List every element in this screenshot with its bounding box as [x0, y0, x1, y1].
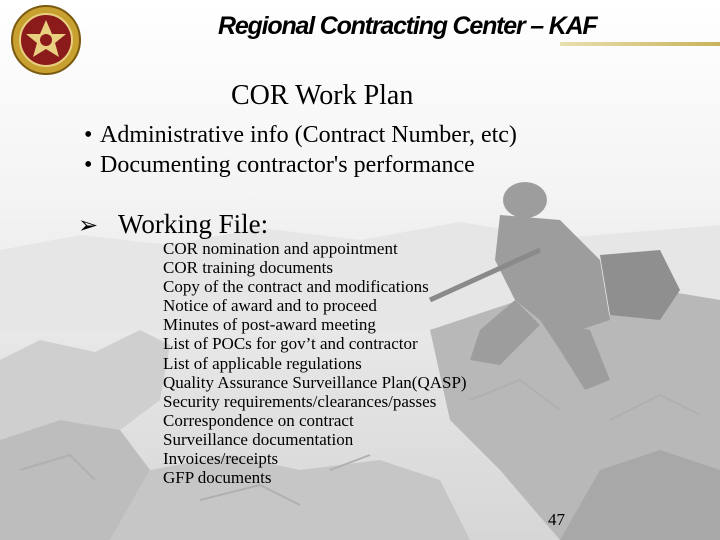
list-item: COR training documents: [163, 258, 333, 278]
list-item: Notice of award and to proceed: [163, 296, 377, 316]
list-item: Copy of the contract and modifications: [163, 277, 429, 297]
list-item: Minutes of post-award meeting: [163, 315, 376, 335]
working-file-list: [163, 239, 467, 487]
bullet-item: • Documenting contractor's performance: [84, 152, 475, 178]
slide-title: COR Work Plan: [231, 80, 414, 111]
list-item: GFP documents: [163, 468, 272, 488]
list-item: Quality Assurance Surveillance Plan(QASP): [163, 372, 467, 392]
bullet-dot-icon: •: [84, 152, 93, 178]
header-accent-bar: [560, 42, 720, 46]
bullet-list: [84, 120, 517, 180]
header-title: Regional Contracting Center – KAF: [218, 12, 597, 40]
list-item: Correspondence on contract: [163, 410, 354, 430]
arrow-bullet-icon: ➢: [78, 211, 99, 239]
working-file-heading: ➢ Working File:: [78, 209, 269, 239]
bullet-dot-icon: •: [84, 122, 93, 148]
bullet-item: • Administrative info (Contract Number, etc): [84, 122, 517, 148]
list-item: Invoices/receipts: [163, 449, 279, 469]
list-item: Security requirements/clearances/passes: [163, 391, 437, 411]
list-item: Surveillance documentation: [163, 429, 354, 449]
army-contracting-seal-icon: [10, 4, 82, 76]
list-item: List of applicable regulations: [163, 353, 362, 373]
page-number: 47: [548, 510, 565, 529]
list-item: List of POCs for gov’t and contractor: [163, 334, 418, 354]
list-item: COR nomination and appointment: [163, 239, 398, 258]
